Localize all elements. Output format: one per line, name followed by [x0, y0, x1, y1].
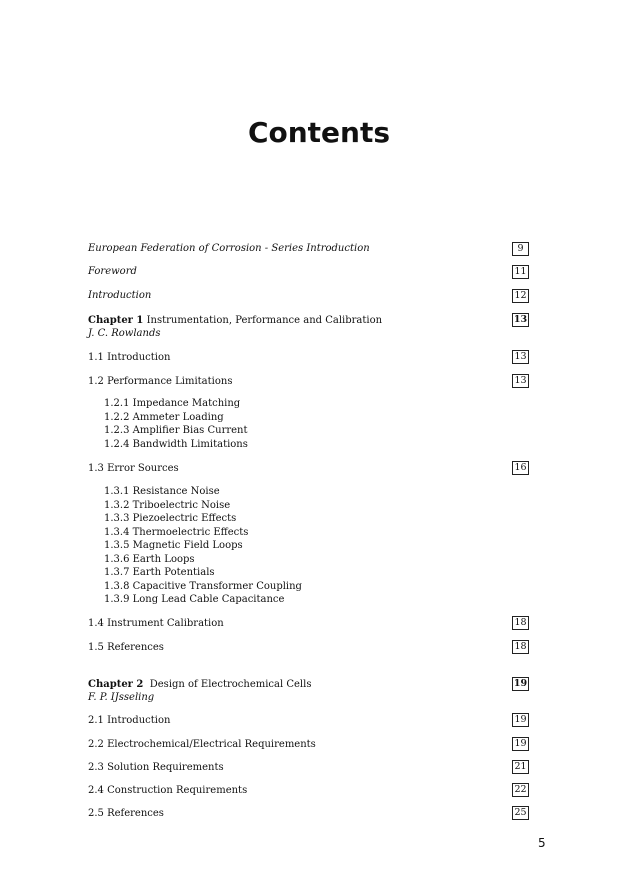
- toc-entry-foreword[interactable]: Foreword: [88, 266, 137, 277]
- subsection-item[interactable]: 1.3.9 Long Lead Cable Capacitance: [104, 594, 285, 605]
- page-box: 25: [512, 806, 529, 820]
- subsection-item[interactable]: 1.3.3 Piezoelectric Effects: [104, 513, 237, 524]
- toc-section-1-4[interactable]: 1.4 Instrument Calibration: [88, 618, 224, 629]
- toc-chapter-1[interactable]: [88, 315, 382, 327]
- page-box: 18: [512, 640, 529, 654]
- subsection-item[interactable]: 1.2.3 Amplifier Bias Current: [104, 425, 248, 436]
- toc-chapter-2[interactable]: [88, 679, 311, 691]
- subsection-item[interactable]: 1.3.2 Triboelectric Noise: [104, 499, 231, 511]
- toc-section-2-1[interactable]: 2.1 Introduction: [88, 715, 171, 726]
- toc-section-1-5[interactable]: 1.5 References: [88, 642, 164, 653]
- subsection-item[interactable]: 1.3.7 Earth Potentials: [104, 567, 215, 578]
- subsection-item[interactable]: 1.3.8 Capacitive Transformer Coupling: [104, 580, 302, 592]
- chapter-number: Chapter 1: [88, 315, 144, 326]
- subsection-item[interactable]: 1.3.1 Resistance Noise: [104, 486, 220, 497]
- page-box: 19: [512, 737, 529, 751]
- toc-section-2-4[interactable]: 2.4 Construction Requirements: [88, 785, 248, 796]
- toc-section-1-1[interactable]: 1.1 Introduction: [88, 352, 171, 363]
- page-box: 13: [512, 374, 529, 388]
- chapter-title: Design of Electrochemical Cells: [149, 679, 312, 690]
- page-box: 19: [512, 713, 529, 727]
- page-box: 9: [512, 242, 529, 256]
- toc-section-2-2[interactable]: 2.2 Electrochemical/Electrical Requirements: [88, 739, 316, 750]
- page-number: 5: [538, 836, 546, 850]
- page-box: 16: [512, 461, 529, 475]
- chapter-author: J. C. Rowlands: [88, 328, 161, 339]
- toc-section-2-3[interactable]: 2.3 Solution Requirements: [88, 762, 224, 773]
- toc-section-1-2[interactable]: 1.2 Performance Limitations: [88, 376, 233, 387]
- page-title: Contents: [247, 116, 391, 149]
- page-box: 13: [513, 314, 528, 325]
- subsection-item[interactable]: 1.3.4 Thermoelectric Effects: [104, 526, 249, 538]
- subsection-list: [104, 397, 248, 451]
- toc-section-1-3[interactable]: 1.3 Error Sources: [88, 463, 179, 474]
- subsection-item[interactable]: 1.2.4 Bandwidth Limitations: [104, 438, 248, 450]
- page-box: 13: [512, 350, 529, 364]
- subsection-item[interactable]: 1.3.6 Earth Loops: [104, 553, 195, 565]
- subsection-item[interactable]: 1.3.5 Magnetic Field Loops: [104, 540, 243, 551]
- page-box: 12: [512, 289, 529, 303]
- subsection-list: [104, 485, 302, 607]
- page-box: 19: [513, 678, 528, 689]
- toc-entry-introduction[interactable]: Introduction: [88, 290, 152, 301]
- chapter-title: Instrumentation, Performance and Calibration: [146, 315, 383, 326]
- page-box: 22: [512, 783, 529, 797]
- chapter-number: Chapter 2: [88, 679, 144, 690]
- page-box: 21: [512, 760, 529, 774]
- toc-entry-series-introduction[interactable]: European Federation of Corrosion - Series Introduction: [88, 243, 370, 254]
- subsection-item[interactable]: 1.2.1 Impedance Matching: [104, 398, 241, 409]
- subsection-item[interactable]: 1.2.2 Ammeter Loading: [104, 411, 224, 423]
- toc-section-2-5[interactable]: 2.5 References: [88, 808, 164, 819]
- page-box: 11: [512, 265, 529, 279]
- chapter-author: F. P. IJsseling: [88, 692, 155, 703]
- page-box: 18: [512, 616, 529, 630]
